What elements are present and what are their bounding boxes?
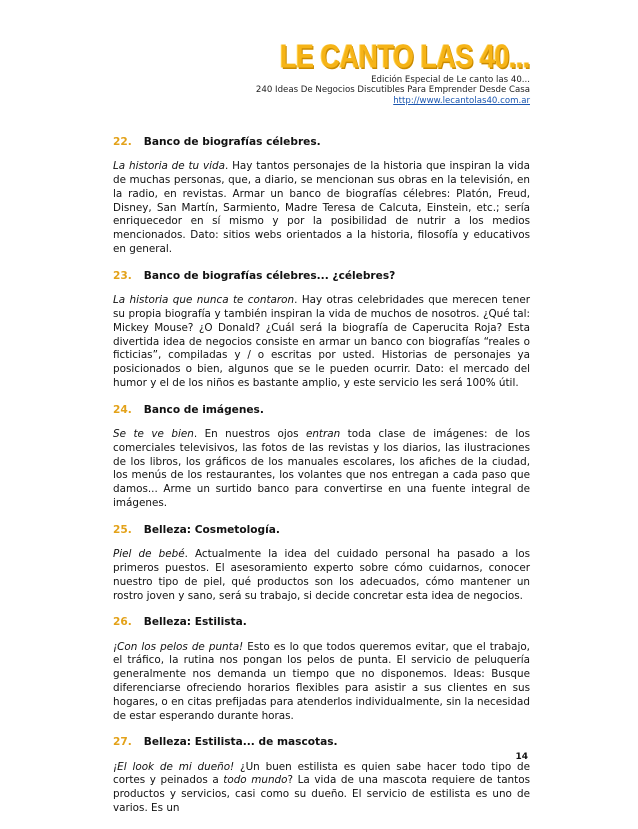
item-number: 23. [113,269,132,282]
item-title [113,524,530,538]
edition-line: Edición Especial de Le canto las 40... [371,75,530,85]
item-text: ¿Un buen estilista es quien sabe hacer todo tipo de cortes y peinados a [113,760,530,787]
item-paragraph [113,761,530,816]
subtitle-line: 240 Ideas De Negocios Discutibles Para Emprender Desde Casa [255,85,530,95]
item-lead: Piel de bebé [113,548,185,561]
website-link[interactable]: http://www.lecantolas40.com.ar [393,96,530,106]
item-title [113,136,530,150]
document-body [113,136,530,829]
item-emphasis: todo mundo [223,774,288,787]
brand-logo: LE CANTO LAS 40... [279,37,530,75]
item-heading: Banco de imágenes. [143,403,264,416]
item-heading: Belleza: Estilista... de mascotas. [143,736,338,749]
item-text: Esto es lo que todos queremos evitar, que el trabajo, el tráfico, la rutina nos pongan los pelos de punta. El servicio de peluquería generalmente nos demanda un tiempo que no disponemos. Ideas: Busque diferenciarse ofreciendo horarios flexibles para asistir a sus clientes en sus hogares, o en citas prefijadas para atenderlos individualmente, sin la necesidad de estar esperando durante horas. [113,640,530,722]
item-heading: Belleza: Cosmetología. [143,523,280,536]
item-lead: La historia de tu vida [113,160,225,173]
item-paragraph [113,548,530,603]
item-text: toda clase de imágenes: de los comerciales televisivos, las fotos de las revistas y los diarios, las ilustraciones de los libros, los gráficos de los manuales escolares, los afiches de la ciudad, los menús de los restaurantes, los volantes que nos entregan a cada paso que damos... Arme un surtido banco para convertirse en una fuente integral de imágenes. [113,428,530,510]
page-number: 14 [515,752,528,762]
item-title [113,736,530,750]
item-lead: Se te ve bien [113,428,194,441]
item-heading: Banco de biografías célebres... ¿célebres? [143,269,396,282]
item-title [113,270,530,284]
item-number: 24. [113,403,132,416]
item-title [113,616,530,630]
item-emphasis: entran [305,428,341,441]
item-lead: ¡Con los pelos de punta! [113,640,244,653]
item-text: . En nuestros ojos [193,428,306,441]
item-text: ? La vida de una mascota requiere de tantos productos y servicios, casi como su dueño. El servicio de estilista es uno de varios. Es un [113,774,530,815]
item-heading: Banco de biografías célebres. [143,136,321,148]
item-text: . Actualmente la idea del cuidado personal ha pasado a los primeros puestos. El asesoramiento experto sobre cómo cuidarnos, conocer nuestro tipo de piel, qué productos son los adecuados, cómo mantener un rostro joven y sano, será su trabajo, si decide concretar esta idea de negocios. [113,548,530,602]
item-paragraph [113,641,530,724]
item-text: . Hay otras celebridades que merecen tener su propia biografía y también inspiran la vida de muchos de nosotros. ¿Qué tal: Mickey Mouse? ¿O Donald? ¿Cuál será la biografía de Caperucita Roja? Esta divertida idea de negocios consiste en armar un banco con biografías “reales o ficticias”, compiladas y / o escritas por usted. Historias de personajes ya posicionados o bien, algunos que se le pueden ocurrir. Dato: el mercado del humor y el de los niños es bastante amplio, y este servicio les será 100% útil. [113,294,530,389]
item-number: 25. [113,523,132,536]
item-paragraph [113,160,530,257]
item-title [113,404,530,418]
item-heading: Belleza: Estilista. [143,616,247,629]
item-number: 26. [113,616,132,629]
item-number: 22. [113,136,132,148]
item-text: . Hay tantos personajes de la historia que inspiran la vida de muchas personas, que, a diario, se mencionan sus obras en la televisión, en la radio, en revistas. Armar un banco de biografías célebres: Platón, Freud, Disney, San Martín, Sarmiento, Madre Teresa de Calcuta, Einstein, etc.; sería enriquecedor en sí mismo y por la posibilidad de nutrir a los medios mencionados. Dato: sitios webs orientados a la historia, filosofía y educativos en general. [113,160,531,256]
item-lead: La historia que nunca te contaron [113,294,295,307]
item-number: 27. [113,736,132,749]
item-paragraph [113,428,530,511]
item-lead: ¡El look de mi dueño! [113,760,235,773]
item-paragraph [113,294,530,391]
